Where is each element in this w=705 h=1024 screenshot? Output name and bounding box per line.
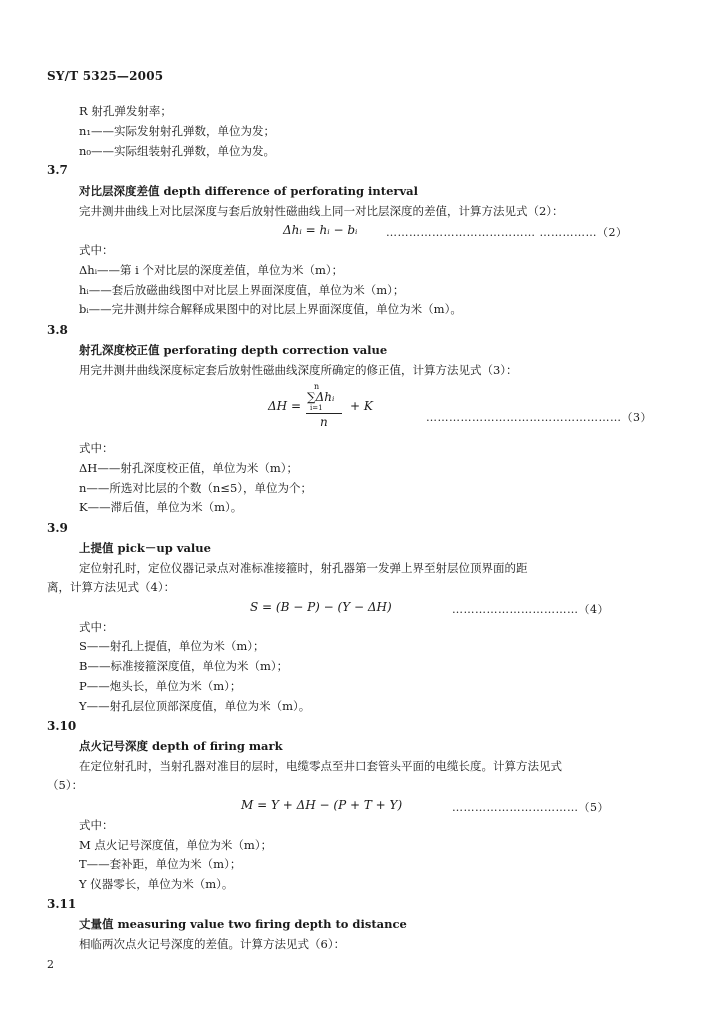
text-line: 用完井测井曲线深度标定套后放射性磁曲线深度所确定的修正值，计算方法见式（3）： xyxy=(79,363,518,377)
term-heading: 丈量值 measuring value two firing depth to distance xyxy=(79,917,407,931)
text-line: n₀——实际组装射孔弹数，单位为发。 xyxy=(79,144,276,158)
text-line: 式中： xyxy=(79,620,114,634)
text-line: bᵢ——完井测井综合解释成果图中的对比层上界面深度值，单位为米（m）。 xyxy=(79,302,462,316)
text-line: 式中： xyxy=(79,243,114,257)
text-line: Y 仪器零长，单位为米（m）。 xyxy=(79,877,234,891)
text-line: 定位射孔时，定位仪器记录点对准标准接箍时，射孔器第一发弹上界至射层位顶界面的距 xyxy=(79,561,528,575)
equation-3-numerator: ∑Δhᵢ xyxy=(307,390,335,404)
section-number: 3.10 xyxy=(47,719,77,733)
text-line: 完井测井曲线上对比层深度与套后放射性磁曲线上同一对比层深度的差值，计算方法见式（2）： xyxy=(79,204,564,218)
text-line: 在定位射孔时，当射孔器对准目的层时，电缆零点至井口套管头平面的电缆长度。计算方法见式 xyxy=(79,759,562,773)
term-heading: 上提值 pick－up value xyxy=(79,541,211,555)
text-line: B——标准接箍深度值，单位为米（m）； xyxy=(79,659,289,673)
equation-5: M = Y + ΔH − (P + T + Y) xyxy=(241,798,403,812)
page-number: 2 xyxy=(47,958,54,971)
text-line: P——炮头长，单位为米（m）； xyxy=(79,679,242,693)
text-line: R 射孔弹发射率； xyxy=(79,104,172,118)
text-line: K——滞后值，单位为米（m）。 xyxy=(79,500,243,514)
equation-5-number: ……………………………（5） xyxy=(452,801,609,814)
standard-number-header: SY/T 5325—2005 xyxy=(47,69,164,83)
section-number: 3.11 xyxy=(47,897,77,911)
equation-3-sum-upper: n xyxy=(314,382,320,391)
text-line: n——所选对比层的个数（n≤5），单位为个； xyxy=(79,481,313,495)
text-line: 离，计算方法见式（4）： xyxy=(47,580,176,594)
fraction-bar xyxy=(306,413,342,414)
text-line: ΔH——射孔深度校正值，单位为米（m）； xyxy=(79,461,298,475)
term-heading: 对比层深度差值 depth difference of perforating interval xyxy=(79,184,418,198)
text-line: M 点火记号深度值，单位为米（m）； xyxy=(79,838,273,852)
text-line: S——射孔上提值，单位为米（m）； xyxy=(79,639,265,653)
text-line: 式中： xyxy=(79,441,114,455)
section-number: 3.7 xyxy=(47,163,68,177)
equation-3: ΔH = n ∑Δhᵢ i=1 n + K xyxy=(268,382,373,429)
equation-3-sum-lower: i=1 xyxy=(310,404,323,412)
term-heading: 射孔深度校正值 perforating depth correction value xyxy=(79,343,388,357)
equation-2: Δhᵢ = hᵢ − bᵢ xyxy=(283,223,358,237)
text-line: 式中： xyxy=(79,818,114,832)
term-heading: 点火记号深度 depth of firing mark xyxy=(79,739,283,753)
equation-3-tail: + K xyxy=(350,399,373,413)
equation-4-number: ……………………………（4） xyxy=(452,603,609,616)
text-line: （5）： xyxy=(47,778,84,792)
equation-3-number: ……………………………………………（3） xyxy=(426,411,652,424)
section-number: 3.9 xyxy=(47,521,68,535)
equation-3-denominator: n xyxy=(320,415,328,429)
text-line: n₁——实际发射射孔弹数，单位为发； xyxy=(79,124,276,138)
section-number: 3.8 xyxy=(47,323,68,337)
text-line: Y——射孔层位顶部深度值，单位为米（m）。 xyxy=(79,699,311,713)
text-line: 相临两次点火记号深度的差值。计算方法见式（6）： xyxy=(79,937,346,951)
text-line: T——套补距，单位为米（m）； xyxy=(79,857,242,871)
text-line: hᵢ——套后放磁曲线图中对比层上界面深度值，单位为米（m）； xyxy=(79,283,405,297)
equation-4: S = (B − P) − (Y − ΔH) xyxy=(250,600,392,614)
equation-2-number: ………………………………… ……………（2） xyxy=(386,226,628,239)
text-line: Δhᵢ——第 i 个对比层的深度差值，单位为米（m）； xyxy=(79,263,344,277)
